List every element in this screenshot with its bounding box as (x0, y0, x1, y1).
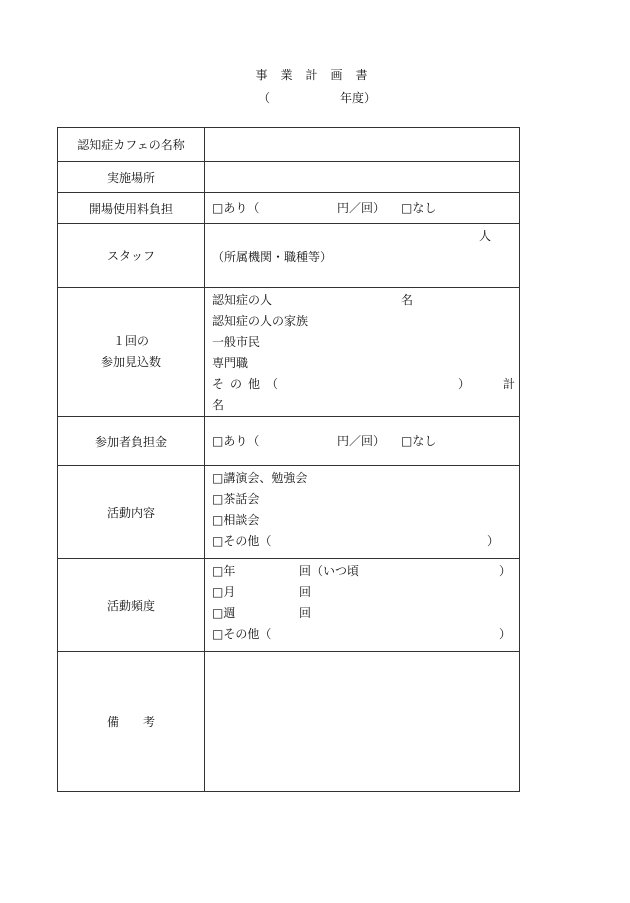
participant-row (212, 290, 519, 311)
activity-option[interactable] (212, 468, 519, 489)
cafe-name-label: 認知症カフェの名称 (58, 128, 205, 162)
frequency-year-checkbox[interactable]: □年 (212, 564, 236, 578)
business-plan-form (57, 127, 520, 792)
participant-item: 一般市民 (212, 335, 261, 349)
location-label: 実施場所 (58, 162, 205, 193)
participants-label (58, 288, 205, 417)
participant-fee-unit: 円／回） (337, 433, 386, 448)
activity-other-checkbox[interactable]: □その他（ (212, 534, 272, 548)
frequency-month-times: 回 (299, 585, 312, 599)
venue-fee-field[interactable] (205, 193, 520, 224)
frequency-year-close: ） (499, 564, 512, 578)
row-frequency (58, 559, 520, 652)
participant-row (212, 353, 519, 374)
row-remarks (58, 652, 520, 792)
remarks-field[interactable] (205, 652, 520, 792)
frequency-week-times: 回 (299, 606, 312, 620)
venue-fee-no-checkbox[interactable]: □なし (401, 200, 437, 215)
frequency-label: 活動頻度 (58, 559, 205, 652)
frequency-option[interactable] (212, 561, 519, 582)
venue-fee-unit: 円／回） (337, 200, 386, 215)
participant-item: 認知症の人 (212, 293, 273, 307)
participant-item: 認知症の人の家族 (212, 314, 309, 328)
participant-item: 専門職 (212, 356, 249, 370)
participants-label-line2: 参加見込数 (100, 355, 161, 369)
participant-other: その他（ (212, 377, 285, 391)
row-participants (58, 288, 520, 417)
participant-total: 計 (503, 377, 516, 391)
activity-option[interactable] (212, 531, 519, 552)
venue-fee-label: 開場使用料負担 (58, 193, 205, 224)
fiscal-year-line (258, 89, 378, 105)
row-activities (58, 466, 520, 559)
participant-fee-field[interactable] (205, 417, 520, 466)
activities-field[interactable] (205, 466, 520, 559)
row-venue-fee (58, 193, 520, 224)
participant-other-close: ） (458, 377, 471, 391)
location-field[interactable] (205, 162, 520, 193)
participant-fee-no-checkbox[interactable]: □なし (401, 433, 437, 448)
frequency-other-checkbox[interactable]: □その他（ (212, 627, 272, 641)
fiscal-year-label: 年度） (340, 91, 377, 105)
participant-count-unit: 名 (401, 293, 414, 307)
document-title: 事業計画書 (255, 68, 381, 82)
staff-persons-unit: 人 (479, 229, 492, 243)
participants-field[interactable] (205, 288, 520, 417)
participant-total-unit: 名 (212, 398, 225, 412)
remarks-label: 備 考 (58, 652, 205, 792)
participant-row (212, 311, 519, 332)
participant-row (212, 395, 519, 416)
activity-option[interactable] (212, 489, 519, 510)
activity-checkbox[interactable]: □講演会、勉強会 (212, 471, 308, 485)
participants-label-line1: １回の (112, 334, 149, 348)
activity-other-close: ） (487, 534, 500, 548)
frequency-field[interactable] (205, 559, 520, 652)
frequency-other-close: ） (499, 627, 512, 641)
frequency-option[interactable] (212, 582, 519, 603)
row-staff (58, 224, 520, 288)
participant-fee-label: 参加者負担金 (58, 417, 205, 466)
activities-label: 活動内容 (58, 466, 205, 559)
participant-row (212, 374, 519, 395)
row-participant-fee (58, 417, 520, 466)
activity-checkbox[interactable]: □相談会 (212, 513, 260, 527)
row-cafe-name (58, 128, 520, 162)
staff-field[interactable] (205, 224, 520, 288)
venue-fee-yes-checkbox[interactable]: □あり（ (212, 200, 260, 215)
frequency-year-times: 回（いつ頃 (299, 564, 360, 578)
fiscal-year-open-paren: （ (258, 91, 271, 105)
activity-option[interactable] (212, 510, 519, 531)
activity-checkbox[interactable]: □茶話会 (212, 492, 260, 506)
frequency-week-checkbox[interactable]: □週 (212, 606, 236, 620)
frequency-option[interactable] (212, 624, 519, 645)
participant-row (212, 332, 519, 353)
frequency-month-checkbox[interactable]: □月 (212, 585, 236, 599)
frequency-option[interactable] (212, 603, 519, 624)
row-location (58, 162, 520, 193)
staff-label: スタッフ (58, 224, 205, 288)
participant-fee-yes-checkbox[interactable]: □あり（ (212, 433, 260, 448)
cafe-name-field[interactable] (205, 128, 520, 162)
staff-affiliation-label: （所属機関・職種等） (212, 250, 333, 264)
